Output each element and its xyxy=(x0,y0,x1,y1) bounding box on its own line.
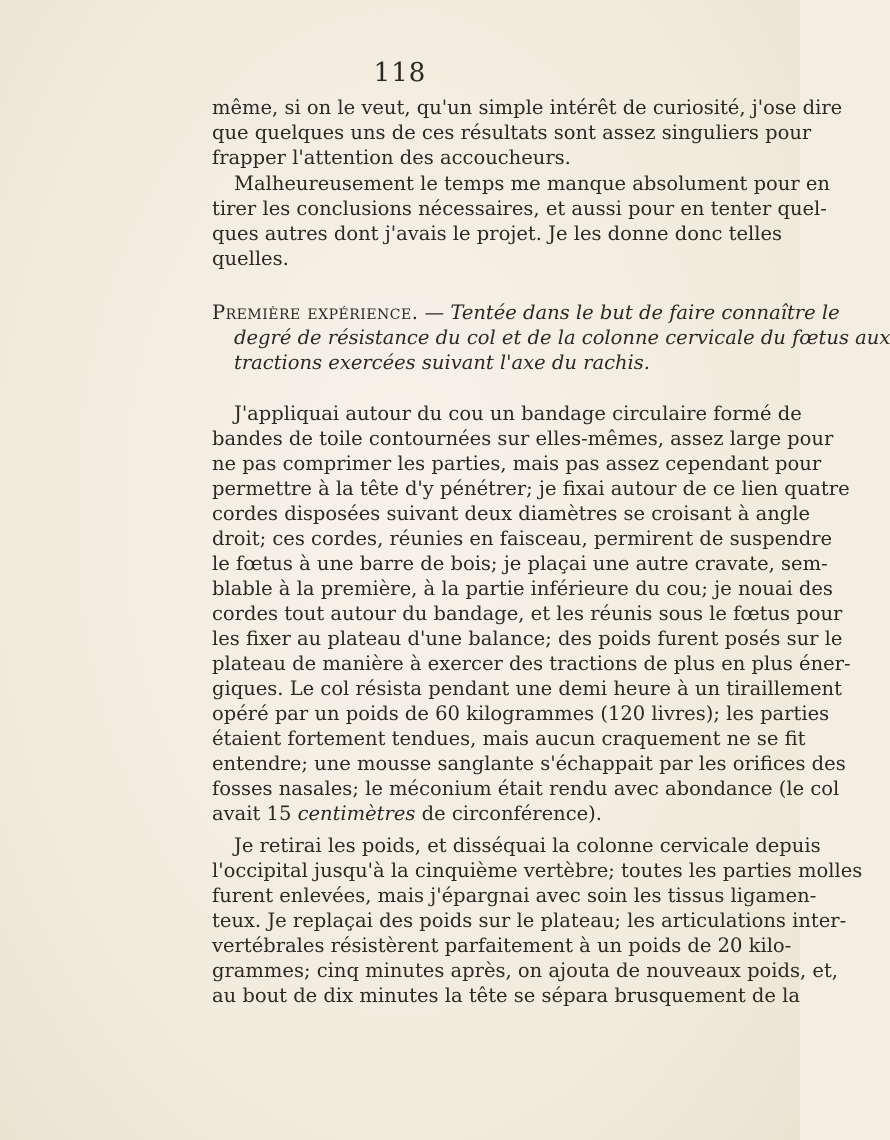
experiment-heading xyxy=(212,300,890,375)
text-line: J'appliquai autour du cou un bandage circulaire formé de xyxy=(234,402,802,425)
paragraph-dissection xyxy=(212,833,863,1008)
intro-paragraph xyxy=(212,95,843,170)
text-line: permettre à la tête d'y pénétrer; je fixai autour de ce lien quatre xyxy=(212,477,850,500)
text-line: tirer les conclusions nécessaires, et aussi pour en tenter quel- xyxy=(212,197,827,220)
text-line: vertébrales résistèrent parfaitement à un poids de 20 kilo- xyxy=(212,934,792,957)
paragraph-malheureusement xyxy=(212,171,830,271)
experiment-title-line: degré de résistance du col et de la colonne cervicale du fœtus aux xyxy=(234,326,890,349)
text-run: avait 15 xyxy=(212,802,298,825)
text-line: quelles. xyxy=(212,247,289,270)
text-line: Je retirai les poids, et disséquai la colonne cervicale depuis xyxy=(234,834,821,857)
text-line: furent enlevées, mais j'épargnai avec soin les tissus ligamen- xyxy=(212,884,817,907)
text-line: les fixer au plateau d'une balance; des poids furent posés sur le xyxy=(212,627,843,650)
text-line: ne pas comprimer les parties, mais pas assez cependant pour xyxy=(212,452,822,475)
text-line: cordes tout autour du bandage, et les réunis sous le fœtus pour xyxy=(212,602,843,625)
text-line: étaient fortement tendues, mais aucun craquement ne se fit xyxy=(212,727,806,750)
experiment-label: Première expérience. xyxy=(212,301,419,324)
text-line: giques. Le col résista pendant une demi heure à un tiraillement xyxy=(212,677,842,700)
text-line: cordes disposées suivant deux diamètres se croisant à angle xyxy=(212,502,811,525)
text-line: opéré par un poids de 60 kilogrammes (120 livres); les parties xyxy=(212,702,830,725)
paragraph-bandage xyxy=(212,401,851,826)
em-dash: — xyxy=(418,301,451,324)
text-line: que quelques uns de ces résultats sont assez singuliers pour xyxy=(212,121,812,144)
text-line: plateau de manière à exercer des tractions de plus en plus éner- xyxy=(212,652,851,675)
text-line: même, si on le veut, qu'un simple intérêt de curiosité, j'ose dire xyxy=(212,96,843,119)
text-line: grammes; cinq minutes après, on ajouta de nouveaux poids, et, xyxy=(212,959,838,982)
text-line: Malheureusement le temps me manque absolument pour en xyxy=(234,172,830,195)
text-line: droit; ces cordes, réunies en faisceau, permirent de suspendre xyxy=(212,527,833,550)
experiment-title-part: Tentée dans le but de faire connaître le xyxy=(450,301,840,324)
page-number: 118 xyxy=(373,58,427,88)
text-line: bandes de toile contournées sur elles-mêmes, assez large pour xyxy=(212,427,834,450)
text-line: teux. Je replaçai des poids sur le plateau; les articulations inter- xyxy=(212,909,847,932)
text-run: de circonférence). xyxy=(415,802,602,825)
text-line: ques autres dont j'avais le projet. Je les donne donc telles xyxy=(212,222,783,245)
text-line: le fœtus à une barre de bois; je plaçai une autre cravate, sem- xyxy=(212,552,828,575)
text-line xyxy=(212,801,758,826)
experiment-title-line: tractions exercées suivant l'axe du rachis. xyxy=(234,351,650,374)
text-line: blable à la première, à la partie inférieure du cou; je nouai des xyxy=(212,577,833,600)
italic-term: centimètres xyxy=(297,802,416,825)
text-line: l'occipital jusqu'à la cinquième vertèbre; toutes les parties molles xyxy=(212,859,863,882)
text-line: frapper l'attention des accoucheurs. xyxy=(212,146,571,169)
text-line: entendre; une mousse sanglante s'échappait par les orifices des xyxy=(212,752,846,775)
text-line: fosses nasales; le méconium était rendu avec abondance (le col xyxy=(212,777,840,800)
text-line: au bout de dix minutes la tête se sépara brusquement de la xyxy=(212,984,800,1007)
experiment-heading-line xyxy=(212,300,840,325)
